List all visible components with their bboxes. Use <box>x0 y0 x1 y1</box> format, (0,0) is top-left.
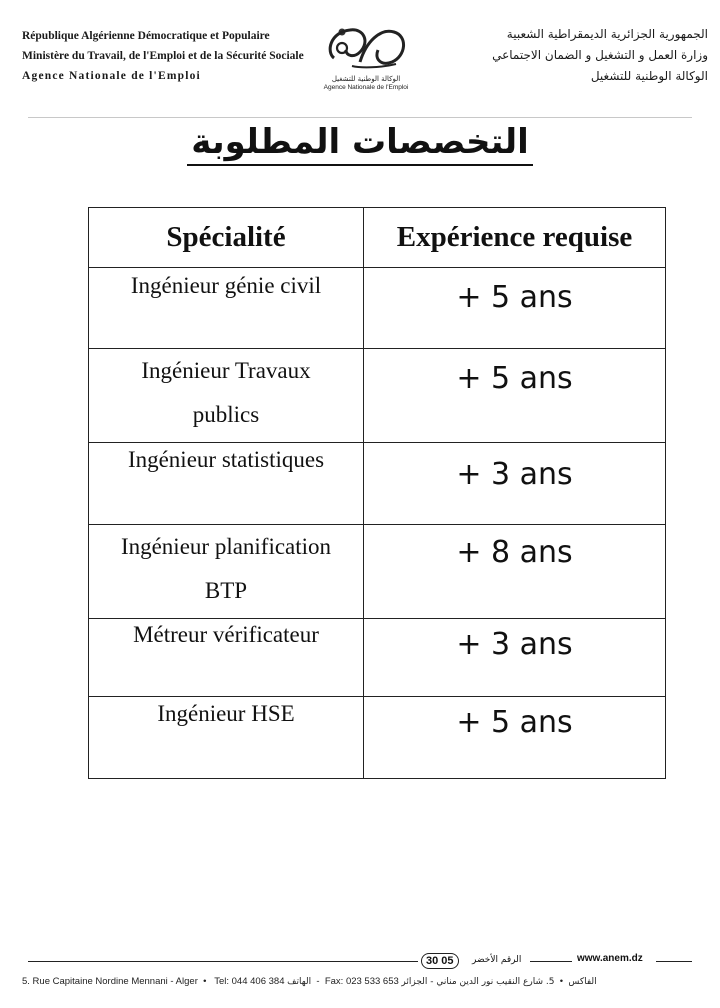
experience-cell: + 8 ans <box>364 525 666 619</box>
specialite-line: publics <box>192 402 260 427</box>
tel-ar: الهاتف <box>287 977 312 987</box>
table-row <box>89 443 666 525</box>
header-ministry-fr: Ministère du Travail, de l'Emploi et de la Sécurité Sociale <box>22 50 304 62</box>
address-ar: 5. شارع النقيب نور الدين مناني - الجزائر <box>401 977 555 987</box>
table-row <box>89 525 666 619</box>
table-header-row <box>89 208 666 268</box>
footer-divider-right <box>656 961 692 962</box>
green-number-label: الرقم الأخضر <box>472 955 522 965</box>
green-number-badge: 30 05 <box>421 953 459 969</box>
specialite-cell <box>89 697 364 779</box>
page-title-text: التخصصات المطلوبة <box>187 122 533 166</box>
experience-cell: + 5 ans <box>364 268 666 349</box>
table-row <box>89 349 666 443</box>
fax-ar: الفاكس <box>568 977 597 987</box>
table-row <box>89 619 666 697</box>
table-row <box>89 268 666 349</box>
specialties-table <box>88 207 666 779</box>
specialite-line: Ingénieur statistiques <box>127 447 325 472</box>
experience-cell: + 3 ans <box>364 443 666 525</box>
address-fr: 5. Rue Capitaine Nordine Mennani - Alger <box>22 976 198 987</box>
header-divider <box>28 117 692 118</box>
specialite-cell <box>89 525 364 619</box>
header-republic-fr: République Algérienne Démocratique et Populaire <box>22 30 270 42</box>
specialite-line: BTP <box>204 578 248 603</box>
header-experience: Expérience requise <box>364 208 666 268</box>
specialite-line: Ingénieur HSE <box>157 701 295 726</box>
header-agency-fr: Agence Nationale de l'Emploi <box>22 70 201 82</box>
tel: Tel: 044 406 384 <box>214 976 285 987</box>
header-republic-ar: الجمهورية الجزائرية الديمقراطية الشعبية <box>506 27 708 41</box>
header-specialite: Spécialité <box>89 208 364 268</box>
anem-logo-icon <box>320 22 412 74</box>
experience-cell: + 3 ans <box>364 619 666 697</box>
specialite-line: Ingénieur Travaux <box>141 358 311 383</box>
header-right <box>418 24 708 87</box>
experience-cell: + 5 ans <box>364 349 666 443</box>
website-link[interactable]: www.anem.dz <box>577 953 643 964</box>
fax: Fax: 023 533 653 <box>324 976 399 987</box>
specialite-cell <box>89 619 364 697</box>
page-title <box>0 122 720 162</box>
footer-divider <box>28 961 418 962</box>
logo-arabic-caption: الوكالة الوطنية للتشغيل <box>331 75 401 83</box>
specialite-line: Ingénieur planification <box>120 534 332 559</box>
header-ministry-ar: وزارة العمل و التشغيل و الضمان الاجتماعي <box>492 48 708 62</box>
specialite-line: Ingénieur génie civil <box>130 273 322 298</box>
specialite-line: Métreur vérificateur <box>133 622 319 647</box>
experience-cell: + 5 ans <box>364 697 666 779</box>
header-left <box>22 26 322 86</box>
specialite-cell <box>89 443 364 525</box>
table-row <box>89 697 666 779</box>
specialite-cell <box>89 268 364 349</box>
specialite-cell <box>89 349 364 443</box>
header-agency-ar: الوكالة الوطنية للتشغيل <box>590 69 708 83</box>
logo-french-caption: Agence Nationale de l'Emploi <box>323 84 409 91</box>
anem-logo <box>316 22 416 106</box>
footer-divider-mid <box>530 961 572 962</box>
footer-address-line: 5. Rue Capitaine Nordine Mennani - Alger • Tel: 044 406 384 الهاتف - Fax: 023 533 653 الفاكس • 5. شارع النقيب نور الدين مناني - الجزائر <box>22 976 597 987</box>
